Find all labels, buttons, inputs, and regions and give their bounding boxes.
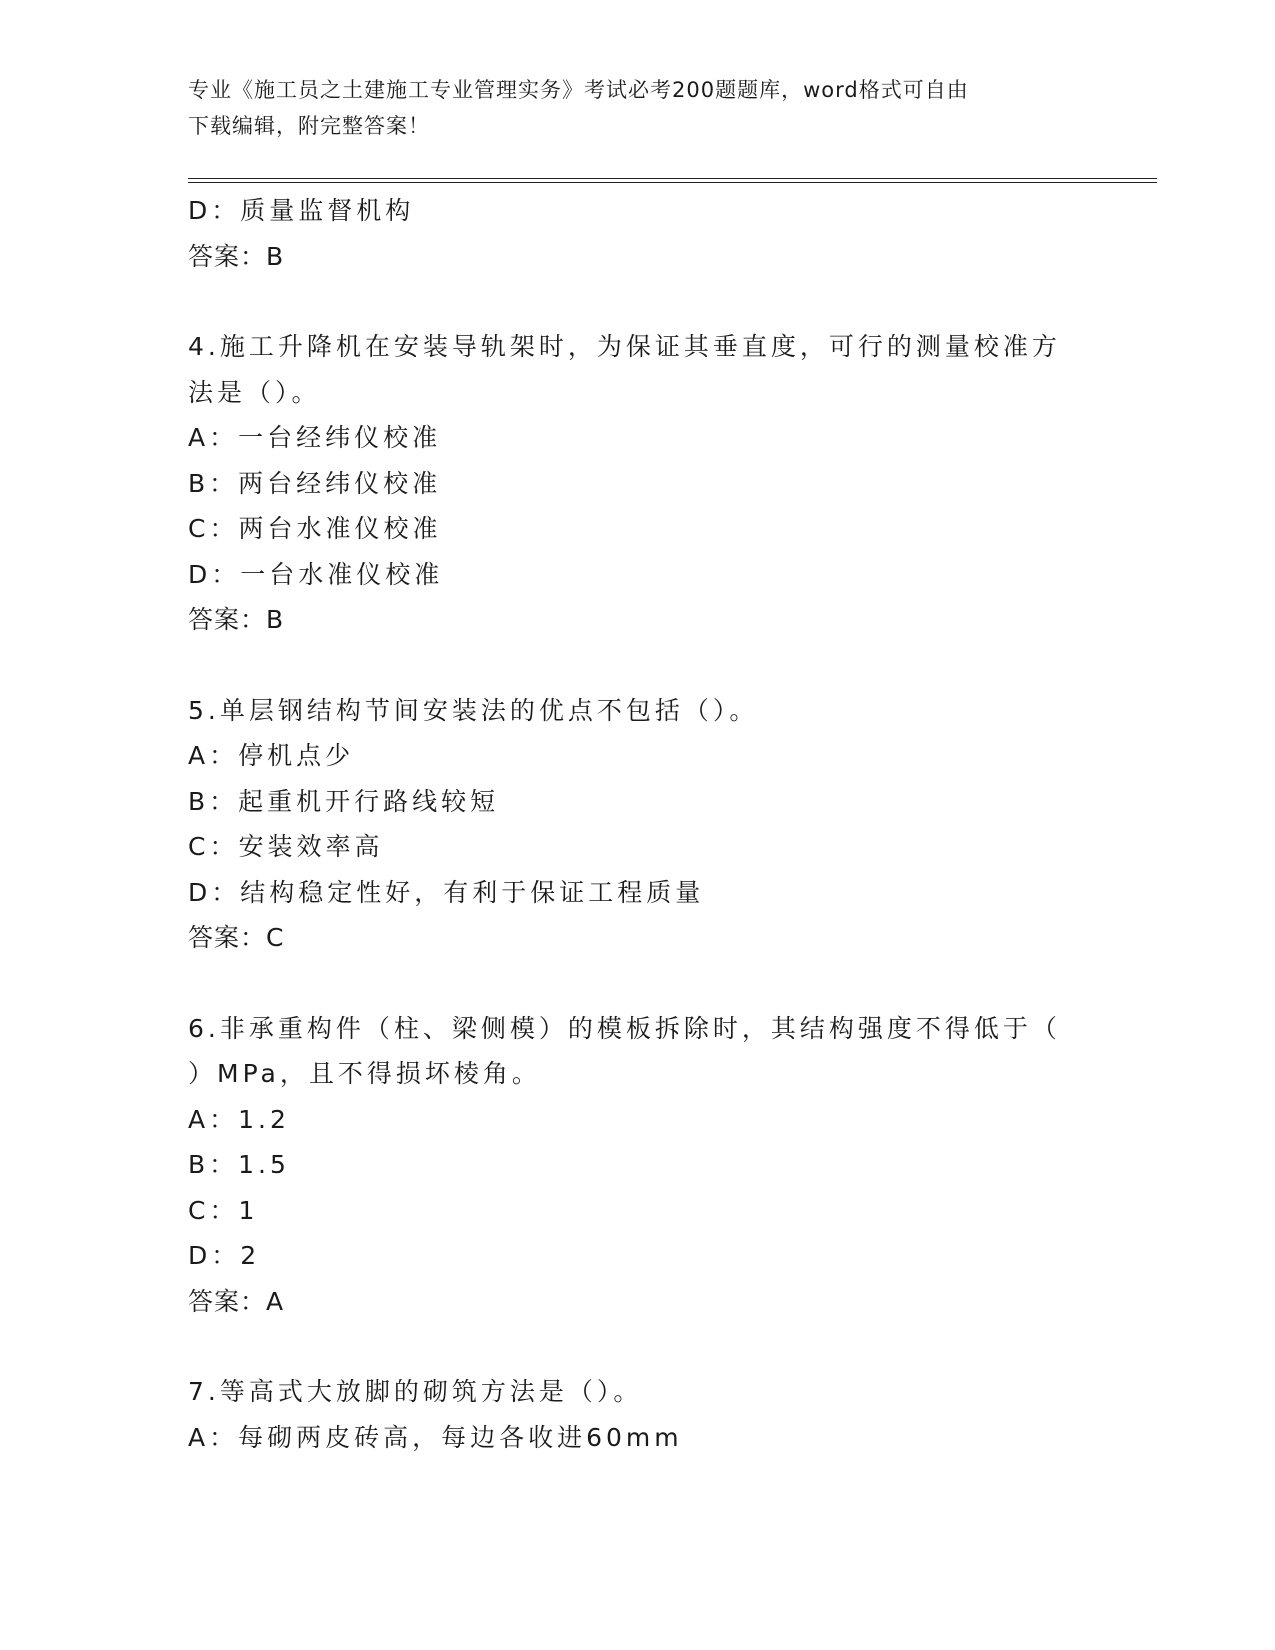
question-content xyxy=(188,188,1088,1460)
question-block-7 xyxy=(188,1369,1088,1460)
option-b: B：1.5 xyxy=(188,1150,290,1179)
question-stem: 4.施工升降机在安装导轨架时，为保证其垂直度，可行的测量校准方 xyxy=(188,332,1061,361)
option-a: A：一台经纬仪校准 xyxy=(188,423,442,452)
answer-line: 答案：B xyxy=(188,241,285,271)
spacer xyxy=(188,279,1088,324)
question-block-5 xyxy=(188,688,1088,961)
spacer xyxy=(188,643,1088,688)
document-header xyxy=(188,72,1088,144)
header-line-1: 专业《施工员之土建施工专业管理实务》考试必考200题题库，word格式可自由 xyxy=(188,78,969,102)
option-d: D：2 xyxy=(188,1241,261,1270)
answer-line: 答案：B xyxy=(188,605,285,634)
answer-line: 答案：C xyxy=(188,923,285,952)
header-line-2: 下载编辑，附完整答案！ xyxy=(188,114,430,138)
spacer xyxy=(188,961,1088,1006)
question-stem: 7.等高式大放脚的砌筑方法是（）。 xyxy=(188,1377,643,1406)
question-stem-continued: ）MPa，且不得损坏棱角。 xyxy=(188,1059,541,1088)
option-a: A：每砌两皮砖高，每边各收进60mm xyxy=(188,1422,683,1452)
option-a: A：停机点少 xyxy=(188,741,355,770)
option-c: C：1 xyxy=(188,1195,259,1225)
answer-line: 答案：A xyxy=(188,1286,285,1316)
question-stem: 5.单层钢结构节间安装法的优点不包括（）。 xyxy=(188,695,759,725)
option-b: B：两台经纬仪校准 xyxy=(188,468,442,498)
option-a: A：1.2 xyxy=(188,1104,290,1134)
header-divider xyxy=(188,178,1157,183)
question-stem: 6.非承重构件（柱、梁侧模）的模板拆除时，其结构强度不得低于（ xyxy=(188,1013,1061,1043)
option-d: D：质量监督机构 xyxy=(188,196,415,225)
option-b: B：起重机开行路线较短 xyxy=(188,786,500,816)
option-c: C：安装效率高 xyxy=(188,832,384,861)
question-block-4 xyxy=(188,324,1088,643)
option-d: D：结构稳定性好，有利于保证工程质量 xyxy=(188,877,705,907)
spacer xyxy=(188,1324,1088,1369)
question-stem-continued: 法是（）。 xyxy=(188,377,321,407)
option-d: D：一台水准仪校准 xyxy=(188,559,444,589)
question-block-6 xyxy=(188,1006,1088,1325)
option-c: C：两台水准仪校准 xyxy=(188,514,442,543)
